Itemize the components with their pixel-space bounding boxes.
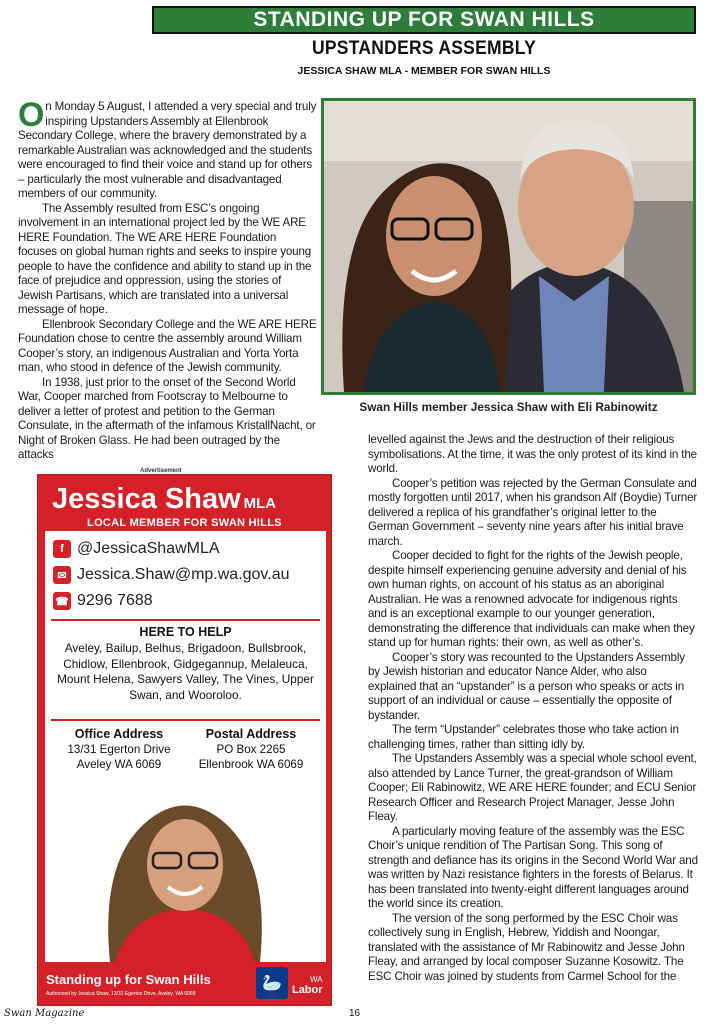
paragraph: The version of the song performed by the ESC Choir was collectively sung in English, Hebrew, Yiddish and Noongar, translated with the assistance of Mr Rabinowitz and Jesse John Fleay, and arranged by local composer Suzanne Kosowitz. The ESC Choir was joined by students from Carmel School for the <box>368 911 685 983</box>
section-banner: STANDING UP FOR SWAN HILLS <box>152 6 696 34</box>
article-byline: JESSICA SHAW MLA - MEMBER FOR SWAN HILLS <box>297 65 551 77</box>
facebook-contact[interactable]: f @JessicaShawMLA <box>53 539 220 559</box>
page-number: 16 <box>349 1008 361 1019</box>
paragraph: The Assembly resulted from ESC’s ongoing involvement in an international project led by the WE ARE HERE Foundation. The WE ARE HERE Foundation focuses on global human rights and seeks to inspire young people to have the confidence and ability to stand up in the face of prejudice and oppression, using the stories of Jewish Partisans, which are translated into a universal message of hope. <box>18 201 312 316</box>
paragraph: Ellenbrook Secondary College and the WE ARE HERE Foundation chose to centre the assembly around William Cooper’s story, an indigenous Australian and Yorta Yorta man, who stood in defence of the Jewish community. <box>18 317 317 374</box>
drop-cap: O <box>18 100 45 134</box>
article-column-1 <box>18 100 318 460</box>
advert-panel <box>45 531 326 962</box>
portrait-photo <box>90 783 280 962</box>
divider <box>51 619 320 621</box>
labor-wordmark: WA Labor <box>292 975 323 996</box>
mail-icon: ✉ <box>53 566 71 584</box>
advert-slogan: Standing up for Swan Hills <box>46 972 211 987</box>
paragraph: The term “Upstander” celebrates those who take action in challenging times, rather than sitting idly by. <box>368 723 679 751</box>
phone-contact[interactable]: ☎ 9296 7688 <box>53 591 153 611</box>
help-title: HERE TO HELP <box>139 625 232 639</box>
article-column-2 <box>368 433 698 1008</box>
paragraph: On Monday 5 August, I attended a very special and truly inspiring Upstanders Assembly at Ellenbrook Secondary College, where the bravery demonstrated by a remarkable Australian was acknowledged and the students were encouraged to find their voice and stand up for others – particularly the most vulnerable and disadvantaged members of our community. <box>18 100 317 200</box>
paragraph: Cooper decided to fight for the rights of the Jewish people, despite himself experiencing genuine adversity and denial of his own human rights, on account of his status as an aboriginal Australian. He was a renowned advocate for indigenous rights and is an exceptional example to our younger generation, demonstrating the difference that individuals can make when they stand up for human rights: their own, as well as other’s. <box>368 549 695 649</box>
photo-illustration <box>324 101 693 392</box>
phone-icon: ☎ <box>53 592 71 610</box>
magazine-name: Swan Magazine <box>4 1008 85 1019</box>
paragraph: Cooper’s story was recounted to the Upstanders Assembly by Jewish historian and educator Nance Alder, who also explained that an “upstander” is a person who speaks or acts in support of an individual or cause – essentially the opposite of bystander. <box>368 650 685 722</box>
advert-label: Advertisement <box>140 468 182 474</box>
advert-subtitle: LOCAL MEMBER FOR SWAN HILLS <box>87 517 282 529</box>
article-title: UPSTANDERS ASSEMBLY <box>311 38 537 59</box>
paragraph: Cooper’s petition was rejected by the German Consulate and mostly forgotten until 2017, when his grandson Alf (Boydie) Turner delivered a replica of his grandfather’s original letter to the German Government – seventy nine years after his initial brave march. <box>368 476 698 548</box>
divider <box>51 719 320 721</box>
paragraph: A particularly moving feature of the assembly was the ESC Choir’s unique rendition of The Partisan Song. This song of strength and defiance has its origins in the Second World War and was written by Nazi resistance fighters in the forests of Belarus. It has been translated into twenty-eight different languages around the world since its creation. <box>368 824 698 910</box>
paragraph: In 1938, just prior to the onset of the Second World War, Cooper marched from Footscray to Melbourne to deliver a letter of protest and petition to the German Consulate, in the aftermath of the infamous KristallNacht, or Night of Broken Glass. He had been outraged by the attacks <box>18 375 316 460</box>
paragraph: The Upstanders Assembly was a special whole school event, also attended by Lance Turner, the great-grandson of William Cooper; Eli Rabinowitz, WE ARE HERE founder; and ECU Senior Research Officer and Research Project Manager, Jesse John Fleay. <box>368 752 697 823</box>
email-contact[interactable]: ✉ Jessica.Shaw@mp.wa.gov.au <box>53 565 289 585</box>
article-photo <box>321 98 696 395</box>
advertisement <box>37 474 332 1006</box>
paragraph: levelled against the Jews and the destruction of their religious symbolisations. At the time, it was the only protest of its kind in the world. <box>368 433 697 475</box>
photo-caption: Swan Hills member Jessica Shaw with Eli Rabinowitz <box>359 400 658 414</box>
advert-authorisation: Authorised by Jessica Shaw, 13/31 Egerton Drive, Aveley, WA 6069 <box>46 991 196 997</box>
advert-name: Jessica Shaw MLA <box>52 483 277 515</box>
facebook-icon: f <box>53 540 71 558</box>
help-suburbs: Aveley, Bailup, Belhus, Brigadoon, Bullsbrook, Chidlow, Ellenbrook, Gidgegannup, Melaleuca, Mount Helena, Sawyers Valley, The Vines, Upper Swan, and Wooroloo. <box>57 641 314 702</box>
postal-address: Postal Address PO Box 2265 Ellenbrook WA 6069 <box>198 727 304 771</box>
office-address: Office Address 13/31 Egerton Drive Aveley WA 6069 <box>67 727 171 771</box>
labor-logo-icon: 🦢 <box>256 967 288 999</box>
